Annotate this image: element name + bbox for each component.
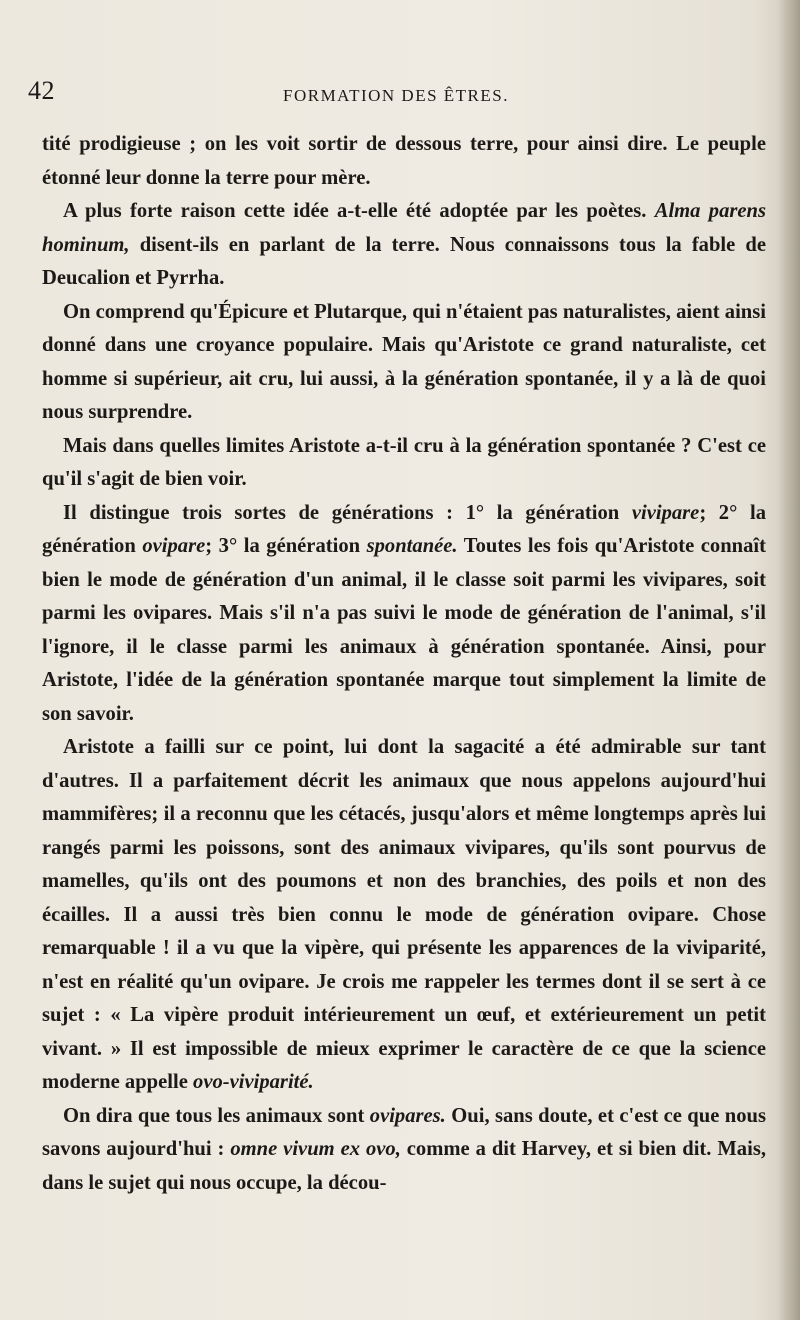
paragraph (42, 195, 766, 296)
body-text (42, 128, 766, 1200)
text-run: A plus forte raison cette idée a-t-elle été adoptée par les poètes. (63, 200, 647, 222)
latin-quote: Alma parens hominum, (42, 200, 766, 256)
paragraph (42, 731, 766, 1100)
emphasis-term: ovipares. (369, 1104, 446, 1127)
running-title: FORMATION DES ÊTRES. (283, 86, 509, 105)
paragraph (42, 1100, 766, 1201)
emphasis-term: ovo-viviparité. (193, 1071, 314, 1093)
text-run: Oui, sans doute, et c'est ce que nous savons aujourd'hui : (42, 1104, 766, 1160)
text-run: Aristote a failli sur ce point, lui dont la sagacité a été admirable sur tant d'autres. Il a parfaitement décrit les animaux que nous appelons aujourd'hui mammifères; il a reconnu que les cétacés, jusqu'alors et même longtemps après lui rangés parmi les poissons, sont des animaux vivipares, qu'ils sont pourvus de mamelles, qu'ils ont des poumons et non des branchies, des poils et non des écailles. Il a aussi très bien connu le mode de génération ovipare. Chose remarquable ! il a vu que la vipère, qui présente les apparences de la viviparité, n'est en réalité qu'un ovipare. Je crois me rappeler les termes dont il se sert à ce sujet : « La vipère produit intérieurement un œuf, et extérieurement un petit vivant. » Il est impossible de mieux exprimer le caractère de ce que la science moderne appelle (42, 736, 766, 1093)
paragraph (42, 296, 766, 430)
page-number: 42 (28, 76, 55, 105)
text-run: ; 2° la génération (42, 501, 766, 557)
text-run: disent-ils en parlant de la terre. Nous connaissons tous la fable de Deucalion et Pyrrha. (42, 233, 766, 289)
emphasis-term: vivipare (631, 501, 700, 524)
paragraph (42, 430, 766, 497)
text-run: Mais dans quelles limites Aristote a-t-il cru à la génération spontanée ? C'est ce qu'il s'agit de bien voir. (42, 434, 766, 490)
text-run: comme a dit Harvey, et si bien dit. Mais, dans le sujet qui nous occupe, la décou- (42, 1138, 766, 1194)
emphasis-term: spontanée. (366, 535, 458, 557)
text-run: Toutes les fois qu'Aristote connaît bien le mode de génération d'un animal, il le classe soit parmi les vivipares, soit parmi les ovipares. Mais s'il n'a pas suivi le mode de génération de l'animal, s'il l'ignore, il le classe parmi les animaux à génération spontanée. Ainsi, pour Aristote, l'idée de la génération spontanée marque tout simplement la limite de son savoir. (42, 535, 766, 725)
latin-quote: omne vivum ex ovo, (230, 1138, 401, 1160)
paragraph (42, 497, 766, 732)
text-run: tité prodigieuse ; on les voit sortir de dessous terre, pour ainsi dire. Le peuple étonné leur donne la terre pour mère. (42, 133, 766, 189)
emphasis-term: ovipare (142, 535, 206, 557)
paragraph (42, 128, 766, 195)
page-edge-shadow (778, 0, 800, 1320)
text-run: ; 3° la génération (205, 535, 361, 557)
page-header (28, 76, 768, 106)
text-run: Il distingue trois sortes de générations : 1° la génération (63, 501, 620, 524)
text-run: On comprend qu'Épicure et Plutarque, qui n'étaient pas naturalistes, aient ainsi donné dans une croyance populaire. Mais qu'Aristote ce grand naturaliste, cet homme si supérieur, ait cru, lui aussi, à la génération spontanée, il y a là de quoi nous surprendre. (42, 300, 766, 423)
text-run: On dira que tous les animaux sont (63, 1104, 365, 1127)
